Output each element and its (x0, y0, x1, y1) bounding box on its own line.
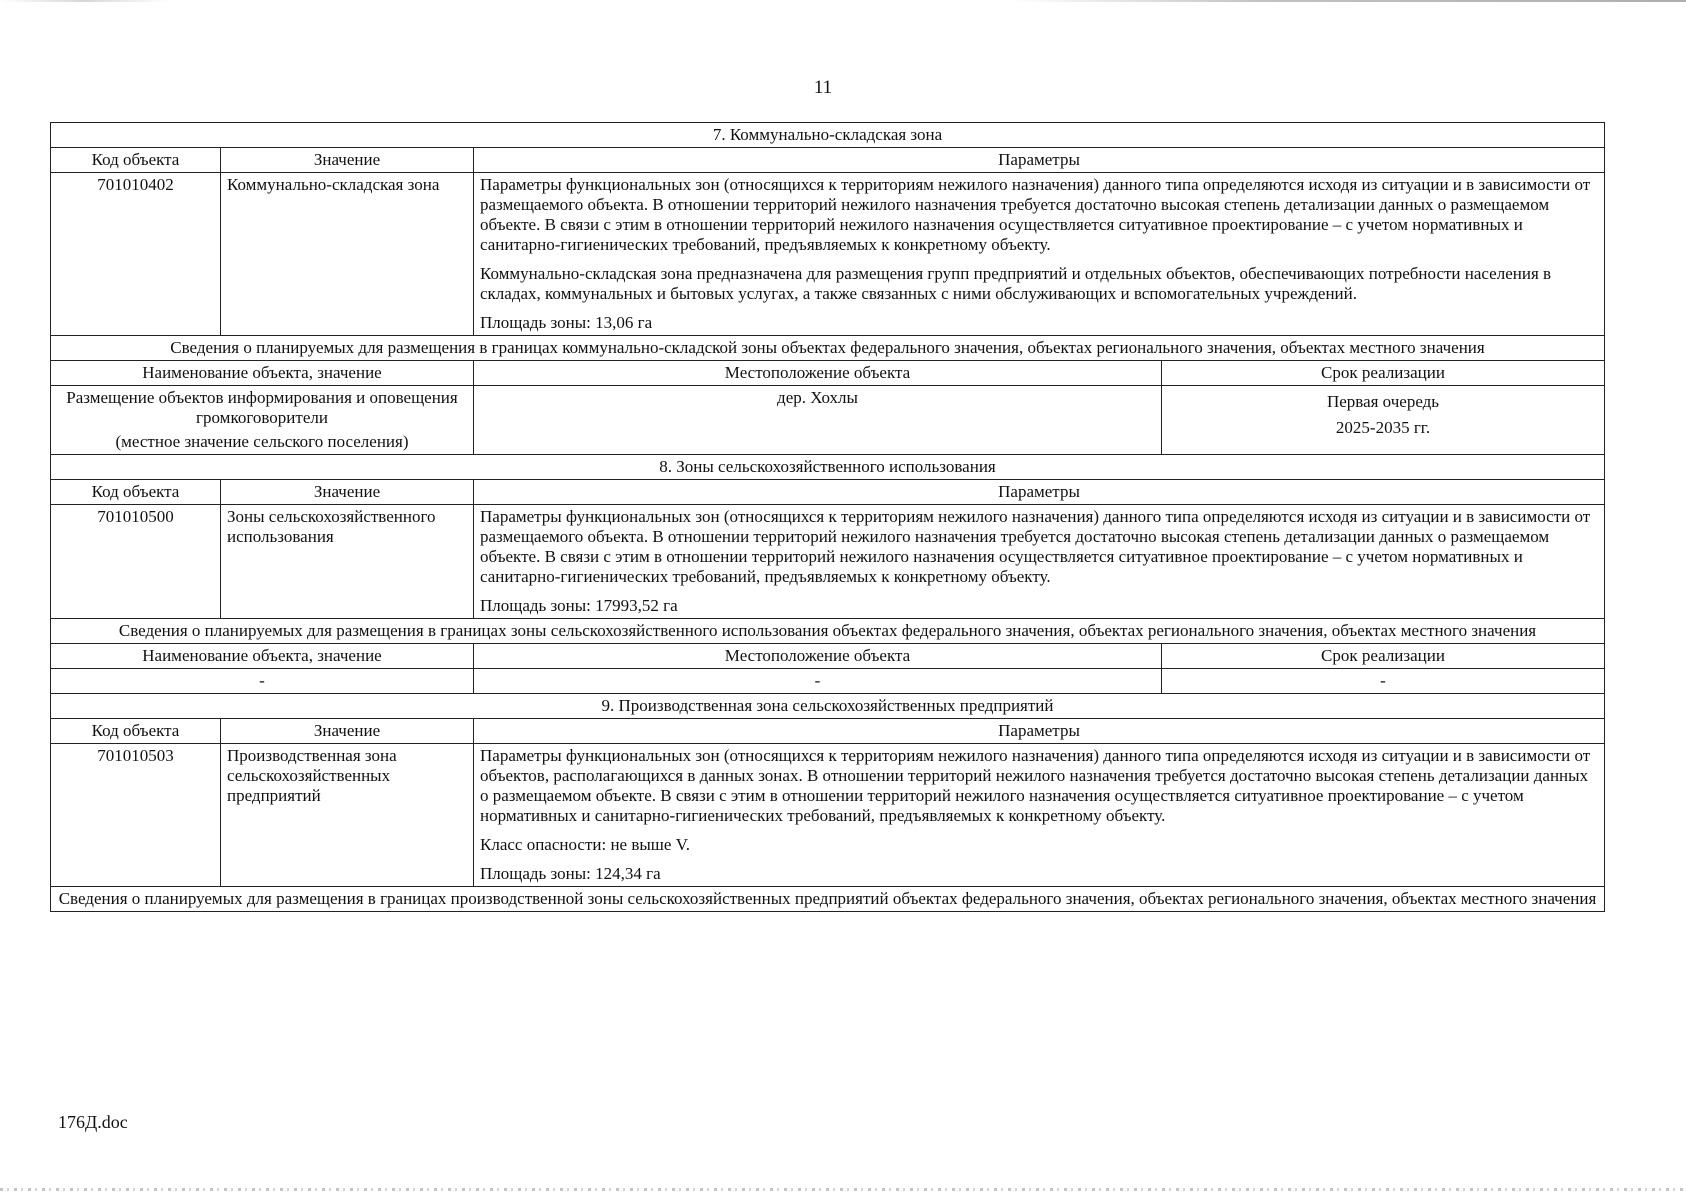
value-header: Значение (221, 719, 474, 744)
footer-filename: 176Д.doc (58, 1112, 128, 1132)
zone7-params-p2: Коммунально-складская зона предназначена для размещения групп предприятий и отдельных объектов, обеспечивающих потребности населения в складах, коммунальных и бытовых услугах, а также связанных с ними обслуживающих и вспомогательных учреждений. (480, 264, 1552, 303)
zone7-obj-name: Размещение объектов информирования и оповещения громкоговорители (66, 388, 458, 427)
zone7-obj-name-cell (51, 386, 474, 455)
page-number: 11 (813, 77, 833, 98)
value-header: Значение (221, 480, 474, 505)
value-header: Значение (221, 148, 474, 173)
params-header: Параметры (474, 480, 1605, 505)
zone7-title: 7. Коммунально-складская зона (51, 123, 1605, 148)
zones-table (50, 122, 1605, 912)
obj-name-header: Наименование объекта, значение (51, 644, 474, 669)
zone9-area: Площадь зоны: 124,34 га (480, 864, 661, 883)
zone7-obj-header-row (51, 361, 1605, 386)
zone9-row (51, 744, 1605, 887)
obj-term-header: Срок реализации (1162, 361, 1605, 386)
zone9-hazard: Класс опасности: не выше V. (480, 835, 691, 854)
obj-location-header: Местоположение объекта (474, 644, 1162, 669)
zone7-area: Площадь зоны: 13,06 га (480, 313, 653, 332)
zone8-info-row (51, 619, 1605, 644)
zone9-params (474, 744, 1605, 887)
zone8-obj-term: - (1162, 669, 1605, 694)
zone7-info-row (51, 336, 1605, 361)
zone7-code: 701010402 (51, 173, 221, 336)
zone7-value: Коммунально-складская зона (221, 173, 474, 336)
code-header: Код объекта (51, 719, 221, 744)
zone7-obj-term-cell (1162, 386, 1605, 455)
zone9-value: Производственная зона сельскохозяйственных предприятий (221, 744, 474, 887)
zone7-obj-row (51, 386, 1605, 455)
zone8-title: 8. Зоны сельскохозяйственного использования (51, 455, 1605, 480)
scan-edge-top (0, 0, 1686, 2)
params-header: Параметры (474, 719, 1605, 744)
zone8-code: 701010500 (51, 505, 221, 619)
zone8-obj-row (51, 669, 1605, 694)
zone8-title-row (51, 455, 1605, 480)
zone8-obj-location: - (474, 669, 1162, 694)
zone7-obj-note: (местное значение сельского поселения) (115, 432, 409, 451)
zone7-obj-term1: Первая очередь (1326, 392, 1440, 411)
zone8-area: Площадь зоны: 17993,52 га (480, 596, 678, 615)
zone7-info-title: Сведения о планируемых для размещения в границах коммунально-складской зоны объектах федерального значения, объектах регионального значения, объектах местного значения (51, 336, 1605, 361)
zone7-obj-location: дер. Хохлы (474, 386, 1162, 455)
zone7-header-row (51, 148, 1605, 173)
zone8-obj-name: - (51, 669, 474, 694)
code-header: Код объекта (51, 148, 221, 173)
obj-location-header: Местоположение объекта (474, 361, 1162, 386)
zone9-title: 9. Производственная зона сельскохозяйственных предприятий (51, 694, 1605, 719)
code-header: Код объекта (51, 480, 221, 505)
zone7-title-row (51, 123, 1605, 148)
zone7-obj-term2: 2025-2035 гг. (1335, 418, 1431, 437)
zone9-title-row (51, 694, 1605, 719)
zone7-params (474, 173, 1605, 336)
zone8-obj-header-row (51, 644, 1605, 669)
zone9-header-row (51, 719, 1605, 744)
zone8-value: Зоны сельскохозяйственного использования (221, 505, 474, 619)
zone8-params (474, 505, 1605, 619)
zone9-info-row (51, 887, 1605, 912)
zone9-params-p1: Параметры функциональных зон (относящихся к территориям нежилого назначения) данного типа определяются исходя из ситуации и в зависимости от объектов, располагающихся в данных зонах. В отношении территорий нежилого назначения требуется достаточно высокая степень детализации данных о размещаемом объекте. В связи с этим в отношении территорий нежилого назначения осуществляется ситуативное проектирование – с учетом нормативных и санитарно-гигиенических требований, предъявляемых к конкретному объекту. (480, 746, 1591, 825)
obj-name-header: Наименование объекта, значение (51, 361, 474, 386)
zone7-row (51, 173, 1605, 336)
zone9-info-title: Сведения о планируемых для размещения в границах производственной зоны сельскохозяйственных предприятий объектах федерального значения, объектах регионального значения, объектах местного значения (51, 887, 1605, 912)
params-header: Параметры (474, 148, 1605, 173)
zone9-code: 701010503 (51, 744, 221, 887)
zone7-params-p1: Параметры функциональных зон (относящихся к территориям нежилого назначения) данного типа определяются исходя из ситуации и в зависимости от размещаемого объекта. В отношении территорий нежилого назначения требуется достаточно высокая степень детализации данных о размещаемом объекте. В связи с этим в отношении территорий нежилого назначения осуществляется ситуативное проектирование – с учетом нормативных и санитарно-гигиенических требований, предъявляемых к конкретному объекту. (480, 175, 1591, 254)
zone8-info-title: Сведения о планируемых для размещения в границах зоны сельскохозяйственного использования объектах федерального значения, объектах регионального значения, объектах местного значения (51, 619, 1605, 644)
zone8-header-row (51, 480, 1605, 505)
obj-term-header: Срок реализации (1162, 644, 1605, 669)
scan-edge-bottom (0, 1188, 1686, 1191)
zone8-row (51, 505, 1605, 619)
zone8-params-p1: Параметры функциональных зон (относящихся к территориям нежилого назначения) данного типа определяются исходя из ситуации и в зависимости от размещаемого объекта. В отношении территорий нежилого назначения требуется достаточно высокая степень детализации данных о размещаемом объекте. В связи с этим в отношении территорий нежилого назначения осуществляется ситуативное проектирование – с учетом нормативных и санитарно-гигиенических требований, предъявляемых к конкретному объекту. (480, 507, 1591, 586)
